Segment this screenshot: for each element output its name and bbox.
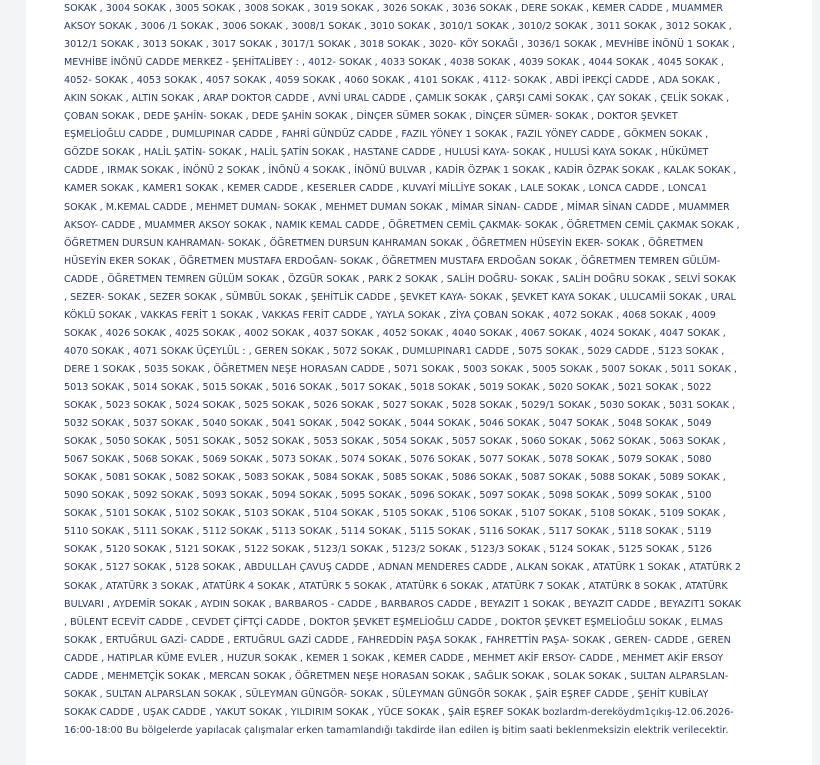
outage-notice-text: SOKAK , 3004 SOKAK , 3005 SOKAK , 3008 SOKAK , 3019 SOKAK , 3026 SOKAK , 3036 SOKAK , DERE SOKAK , KEMER CADDE , MUAMMER AKSOY SOKAK , 3006 /1 SOKAK , 3006 SOKAK , 3008/1 SOKAK , 3010 SOKAK , 3010/1 SOKAK , 3010/2 SOKAK , 3011 SOKAK , 3012 SOKAK , 3012/1 SOKAK , 3013 SOKAK , 3017 SOKAK , 3017/1 SOKAK , 3018 SOKAK , 3020- KÖY SOKAĞI , 3036/1 SOKAK , MEVHİBE İNÖNÜ 1 SOKAK , MEVHİBE İNÖNÜ CADDE MERKEZ - ŞEHİTALİBEY : , 4012- SOKAK , 4033 SOKAK , 4038 SOKAK , 4039 SOKAK , 4044 SOKAK , 4045 SOKAK , 4052- SOKAK , 4053 SOKAK , 4057 SOKAK , 4059 SOKAK , 4060 SOKAK , 4101 SOKAK , 4112- SOKAK , ABDİ İPEKÇİ CADDE , ADA SOKAK , AKIN SOKAK , ALTIN SOKAK , ARAP DOKTOR CADDE , AVNİ URAL CADDE , ÇAMLIK SOKAK , ÇARŞI CAMİ SOKAK , ÇAY SOKAK , ÇELİK SOKAK , ÇOBAN SOKAK , DEDE ŞAHİN- SOKAK , DEDE ŞAHİN SOKAK , DİNÇER SÜMER SOKAK , DİNÇER SÜMER- SOKAK , DOKTOR ŞEVKET EŞMELİOĞLU CADDE , DUMLUPINAR CADDE , FAHRİ GÜNDÜZ CADDE , FAZIL YÖNEY 1 SOKAK , FAZIL YÖNEY CADDE , GÖKMEN SOKAK , GÖZDE SOKAK , HALİL ŞATİN- SOKAK , HALİL ŞATİN SOKAK , HASTANE CADDE , HULUSİ KAYA- SOKAK , HULUSİ KAYA SOKAK , HÜKÜMET CADDE , IRMAK SOKAK , İNÖNÜ 2 SOKAK , İNÖNÜ 4 SOKAK , İNÖNÜ BULVAR , KADİR ÖZPAK 1 SOKAK , KADİR ÖZPAK SOKAK , KALAK SOKAK , KAMER SOKAK , KAMER1 SOKAK , KEMER CADDE , KESERLER CADDE , KUVAYİ MİLLİYE SOKAK , LALE SOKAK , LONCA CADDE , LONCA1 SOKAK , M.KEMAL CADDE , MEHMET DUMAN- SOKAK , MEHMET DUMAN SOKAK , MİMAR SİNAN- CADDE , MİMAR SİNAN CADDE , MUAMMER AKSOY- CADDE , MUAMMER AKSOY SOKAK , NAMIK KEMAL CADDE , ÖĞRETMEN CEMİL ÇAKMAK- SOKAK , ÖĞRETMEN CEMİL ÇAKMAK SOKAK , ÖĞRETMEN DURSUN KAHRAMAN- SOKAK , ÖĞRETMEN DURSUN KAHRAMAN SOKAK , ÖĞRETMEN HÜSEYİN EKER- SOKAK , ÖĞRETMEN HÜSEYİN EKER SOKAK , ÖĞRETMEN MUSTAFA ERDOĞAN- SOKAK , ÖĞRETMEN MUSTAFA ERDOĞAN SOKAK , ÖĞRETMEN TEMREN GÜLÜM- CADDE , ÖĞRETMEN TEMREN GÜLÜM SOKAK , ÖZGÜR SOKAK , PARK 2 SOKAK , SALİH DOĞRU- SOKAK , SALİH DOĞRU SOKAK , SELVİ SOKAK , SEZER- SOKAK , SEZER SOKAK , SÜMBÜL SOKAK , ŞEHİTLİK CADDE , ŞEVKET KAYA- SOKAK , ŞEVKET KAYA SOKAK , ULUCAMİİ SOKAK , URAL KÖKLÜ SOKAK , VAKKAS FERİT 1 SOKAK , VAKKAS FERİT CADDE , YAYLA SOKAK , ZİYA ÇOBAN SOKAK , 4072 SOKAK , 4068 SOKAK , 4009 SOKAK , 4026 SOKAK , 4025 SOKAK , 4002 SOKAK , 4037 SOKAK , 4052 SOKAK , 4040 SOKAK , 4067 SOKAK , 4024 SOKAK , 4047 SOKAK , 4070 SOKAK , 4071 SOKAK ÜÇEYLÜL : , GEREN SOKAK , 5072 SOKAK , DUMLUPINAR1 CADDE , 5075 SOKAK , 5029 CADDE , 5123 SOKAK , DERE 1 SOKAK , 5035 SOKAK , ÖĞRETMEN NEŞE HORASAN CADDE , 5071 SOKAK , 5003 SOKAK , 5005 SOKAK , 5007 SOKAK , 5011 SOKAK , 5013 SOKAK , 5014 SOKAK , 5015 SOKAK , 5016 SOKAK , 5017 SOKAK , 5018 SOKAK , 5019 SOKAK , 5020 SOKAK , 5021 SOKAK , 5022 SOKAK , 5023 SOKAK , 5024 SOKAK , 5025 SOKAK , 5026 SOKAK , 5027 SOKAK , 5028 SOKAK , 5029/1 SOKAK , 5030 SOKAK , 5031 SOKAK , 5032 SOKAK , 5037 SOKAK , 5040 SOKAK , 5041 SOKAK , 5042 SOKAK , 5044 SOKAK , 5046 SOKAK , 5047 SOKAK , 5048 SOKAK , 5049 SOKAK , 5050 SOKAK , 5051 SOKAK , 5052 SOKAK , 5053 SOKAK , 5054 SOKAK , 5057 SOKAK , 5060 SOKAK , 5062 SOKAK , 5063 SOKAK , 5067 SOKAK , 5068 SOKAK , 5069 SOKAK , 5073 SOKAK , 5074 SOKAK , 5076 SOKAK , 5077 SOKAK , 5078 SOKAK , 5079 SOKAK , 5080 SOKAK , 5081 SOKAK , 5082 SOKAK , 5083 SOKAK , 5084 SOKAK , 5085 SOKAK , 5086 SOKAK , 5087 SOKAK , 5088 SOKAK , 5089 SOKAK , 5090 SOKAK , 5092 SOKAK , 5093 SOKAK , 5094 SOKAK , 5095 SOKAK , 5096 SOKAK , 5097 SOKAK , 5098 SOKAK , 5099 SOKAK , 5100 SOKAK , 5101 SOKAK , 5102 SOKAK , 5103 SOKAK , 5104 SOKAK , 5105 SOKAK , 5106 SOKAK , 5107 SOKAK , 5108 SOKAK , 5109 SOKAK , 5110 SOKAK , 5111 SOKAK , 5112 SOKAK , 5113 SOKAK , 5114 SOKAK , 5115 SOKAK , 5116 SOKAK , 5117 SOKAK , 5118 SOKAK , 5119 SOKAK , 5120 SOKAK , 5121 SOKAK , 5122 SOKAK , 5123/1 SOKAK , 5123/2 SOKAK , 5123/3 SOKAK , 5124 SOKAK , 5125 SOKAK , 5126 SOKAK , 5127 SOKAK , 5128 SOKAK , ABDULLAH ÇAVUŞ CADDE , ADNAN MENDERES CADDE , ALKAN SOKAK , ATATÜRK 1 SOKAK , ATATÜRK 2 SOKAK , ATATÜRK 3 SOKAK , ATATÜRK 4 SOKAK , ATATÜRK 5 SOKAK , ATATÜRK 6 SOKAK , ATATÜRK 7 SOKAK , ATATÜRK 8 SOKAK , ATATÜRK BULVARI , AYDEMİR SOKAK , AYDIN SOKAK , BARBAROS - CADDE , BARBAROS CADDE , BEYAZIT 1 SOKAK , BEYAZIT CADDE , BEYAZIT1 SOKAK , BÜLENT ECEVİT CADDE , CEVDET ÇİFTÇİ CADDE , DOKTOR ŞEVKET EŞMELİOĞLU CADDE , DOKTOR ŞEVKET EŞMELİOĞLU SOKAK , ELMAS SOKAK , ERTUĞRUL GAZİ- CADDE , ERTUĞRUL GAZİ CADDE , FAHREDDİN PAŞA SOKAK , FAHRETTİN PAŞA- SOKAK , GEREN- CADDE , GEREN CADDE , HATIPLAR KÜME EVLER , HUZUR SOKAK , KEMER 1 SOKAK , KEMER CADDE , MEHMET AKİF ERSOY- CADDE , MEHMET AKİF ERSOY CADDE , MEHMETÇİK SOKAK , MERCAN SOKAK , ÖĞRETMEN NEŞE HORASAN SOKAK , SAĞLIK SOKAK , SOLAK SOKAK , SULTAN ALPARSLAN- SOKAK , SULTAN ALPARSLAN SOKAK , SÜLEYMAN GÜNGÖR- SOKAK , SÜLEYMAN GÜNGÖR SOKAK , ŞAİR EŞREF CADDE , ŞEHİT KUBİLAY SOKAK CADDE , UŞAK CADDE , YAKUT SOKAK , YILDIRIM SOKAK , YÜCE SOKAK , ŞAİR EŞREF SOKAK bozlardm-dereköydm1çıkış-12.06.2026-16:00-18:00 Bu bölgelerde yapılacak çalışmalar erken tamamlandığı takdirde ilan edilen iş bitim saati beklenmeksizin elektrik verilecektir. <box>64 3 742 736</box>
notice-page <box>26 0 812 765</box>
